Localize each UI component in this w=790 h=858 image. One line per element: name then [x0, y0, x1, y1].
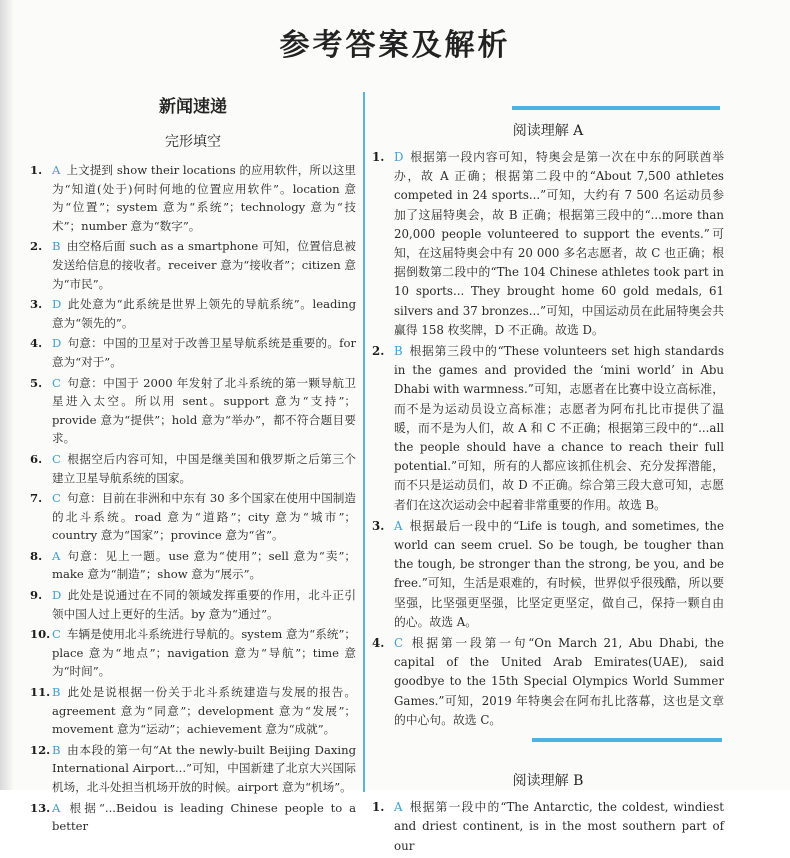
answer-item — [30, 237, 356, 293]
answer-number: 5. — [30, 375, 43, 390]
answer-letter: C — [52, 491, 61, 506]
answer-number: 4. — [30, 336, 43, 351]
answer-explanation: 根据第三段中的“These volunteers set high standards in the games and provided the ‘mini world’ in Abu Dhabi with warmness.”可知，志愿者在比赛中设立高标准，而不是为运动员设立高标准；志愿者为阿布扎比市提供了温暖，而不是为人们，故 A 和 C 不正确；根据第三段中的“...all the people should have a chance to reach their full potential.”可知，所有的人都应该抓住机会、充分发挥潜能，而不只是运动员们，故 D 不正确。综合第三段大意可知，志愿者们在这次运动会中起着非常重要的作用。故选 B。 — [394, 344, 724, 512]
answer-explanation: 车辆是使用北斗系统进行导航的。system 意为“系统”；place 意为“地点”；navigation 意为“导航”；time 意为“时间”。 — [52, 627, 356, 679]
answer-letter: A — [52, 548, 61, 563]
reading-a-answer-list — [372, 148, 724, 730]
answer-explanation: 句意：中国的卫星对于改善卫星导航系统是重要的。for 意为“对于”。 — [52, 336, 356, 369]
answer-item — [30, 334, 356, 371]
answer-number: 12. — [30, 742, 51, 757]
answer-explanation: 根据最后一段中的“Life is tough, and sometimes, the world can seem cruel. So be tough, be tougher than the tough, be stronger than the strong, be you, and be free.”可知，生活是艰难的，有时候，世界似乎很残酷，所以要坚强，比坚强更坚强，比坚定更坚定，做自己，保持一颗自由的心。故选 A。 — [394, 518, 724, 629]
answer-number: 2. — [30, 239, 43, 254]
answer-explanation: 上文提到 show their locations 的应用软件，所以这里为“知道(处于)何时何地的位置应用软件”。location 意为“位置”；system 意为“系统”；technology 意为“技术”；number 意为“数字”。 — [52, 163, 356, 233]
answer-letter: A — [52, 800, 61, 815]
answer-letter: B — [394, 344, 403, 359]
column-divider — [363, 92, 365, 792]
answer-number: 7. — [30, 491, 43, 506]
answer-explanation: 此处意为“此系统是世界上领先的导航系统”。leading 意为“领先的”。 — [52, 297, 356, 330]
section-heading-reading-a: 阅读理解 A — [512, 123, 584, 139]
page-title: 参考答案及解析 — [279, 28, 511, 63]
answer-item — [372, 798, 724, 856]
right-column — [372, 92, 724, 858]
answer-letter: B — [52, 685, 61, 700]
answer-item — [30, 683, 356, 739]
answer-item — [30, 450, 356, 487]
answer-explanation: 根据第一段第一句“On March 21, Abu Dhabi, the capital of the United Arab Emirates(UAE), said goodbye to the 15th Special Olympics World Summer Games.”可知，2019 年特奥会在阿布扎比落幕，这也是文章的中心句。故选 C。 — [394, 636, 724, 727]
answer-letter: C — [394, 636, 404, 651]
answer-item — [30, 374, 356, 448]
answer-item — [30, 741, 356, 797]
cloze-answer-list — [30, 161, 356, 836]
answer-number: 2. — [372, 344, 385, 359]
answer-letter: C — [52, 451, 61, 466]
answer-letter: A — [394, 800, 403, 815]
answer-number: 4. — [372, 636, 385, 651]
answer-letter: A — [394, 518, 403, 533]
section-subheading-cloze: 完形填空 — [165, 134, 221, 150]
answer-item — [30, 161, 356, 235]
answer-explanation: 根据第一段内容可知，特奥会是第一次在中东的阿联酋举办，故 A 正确；根据第二段中的“About 7,500 athletes competed in 24 sports...”可知，大约有 7 500 名运动员参加了这届特奥会，故 B 正确；根据第三段中的“...more than 20,000 people volunteered to support the events.”可知，在这届特奥会中有 20 000 多名志愿者，故 C 也正确；根据倒数第二段中的“The 104 Chinese athletes took part in 10 sports... They brought home 60 gold medals, 61 silvers and 37 bronzes...”可知，中国运动员在此届特奥会共赢得 158 枚奖牌，D 不正确。故选 D。 — [394, 150, 724, 337]
answer-explanation: 根据空后内容可知，中国是继美国和俄罗斯之后第三个建立卫星导航系统的国家。 — [52, 451, 356, 485]
answer-letter: B — [52, 742, 61, 757]
answer-letter: A — [52, 163, 61, 177]
answer-number: 1. — [372, 800, 385, 815]
answer-letter: D — [52, 336, 62, 351]
page-gutter-shadow — [0, 0, 14, 790]
answer-explanation: 句意：中国于 2000 年发射了北斗系统的第一颗导航卫星进入太空。所以用 sent。support 意为“支持”；provide 意为“提供”；hold 意为“举办”，都不符合题目要求。 — [52, 375, 356, 446]
section-rule-a — [512, 106, 720, 110]
answer-item — [30, 625, 356, 681]
section-heading-news: 新闻速递 — [159, 97, 227, 117]
answer-explanation: 根据第一段中的“The Antarctic, the coldest, windiest and driest continent, is in the most southern part of our — [394, 800, 724, 853]
left-column — [30, 92, 356, 838]
answer-item — [30, 489, 356, 545]
answer-explanation: 句意：目前在非洲和中东有 30 多个国家在使用中国制造的北斗系统。road 意为“道路”；city 意为“城市”；country 意为“国家”；province 意为“省”。 — [52, 491, 356, 543]
answer-letter: D — [52, 297, 62, 312]
answer-letter: C — [52, 375, 61, 390]
answer-explanation: 句意：见上一题。use 意为“使用”；sell 意为“卖”；make 意为“制造”；show 意为“展示”。 — [52, 548, 356, 582]
answer-number: 11. — [30, 685, 51, 700]
answer-item — [30, 295, 356, 332]
answer-letter: D — [52, 588, 62, 603]
answer-explanation: 此处是说根据一份关于北斗系统建造与发展的报告。agreement 意为“同意”；development 意为“发展”；movement 意为“运动”；achievement 意为“成就”。 — [52, 685, 356, 737]
section-heading-reading-b: 阅读理解 B — [512, 773, 584, 790]
reading-b-answer-list — [372, 798, 724, 856]
answer-explanation: 由空格后面 such as a smartphone 可知，位置信息被发送给信息的接收者。receiver 意为“接收者”；citizen 意为“市民”。 — [52, 239, 356, 291]
answer-number: 1. — [372, 150, 385, 164]
answer-number: 6. — [30, 451, 43, 466]
answer-letter: C — [52, 627, 61, 642]
answer-number: 13. — [30, 800, 51, 815]
section-rule-b — [532, 738, 722, 742]
answer-item — [372, 148, 724, 340]
answer-letter: B — [52, 239, 61, 254]
answer-item — [372, 342, 724, 515]
answer-item — [30, 799, 356, 836]
reading-b-block — [372, 738, 724, 856]
answer-explanation: 由本段的第一句“At the newly-built Beijing Daxing International Airport...”可知，中国新建了北京大兴国际机场，北斗处担当机场开放的时候。airport 意为“机场”。 — [52, 742, 356, 794]
answer-number: 10. — [30, 627, 51, 642]
answer-number: 3. — [372, 518, 385, 533]
answer-explanation: 此处是说通过在不同的领域发挥重要的作用，北斗正引领中国人过上更好的生活。by 意为“通过”。 — [52, 588, 356, 621]
answer-item — [30, 547, 356, 584]
answer-item — [372, 634, 724, 730]
answer-number: 9. — [30, 588, 43, 603]
answer-item — [372, 517, 724, 632]
answer-number: 8. — [30, 548, 43, 563]
answer-item — [30, 586, 356, 623]
answer-letter: D — [394, 150, 404, 164]
answer-number: 1. — [30, 163, 43, 177]
answer-number: 3. — [30, 297, 43, 312]
answer-explanation: 根据“...Beidou is leading Chinese people to a better — [52, 800, 356, 834]
